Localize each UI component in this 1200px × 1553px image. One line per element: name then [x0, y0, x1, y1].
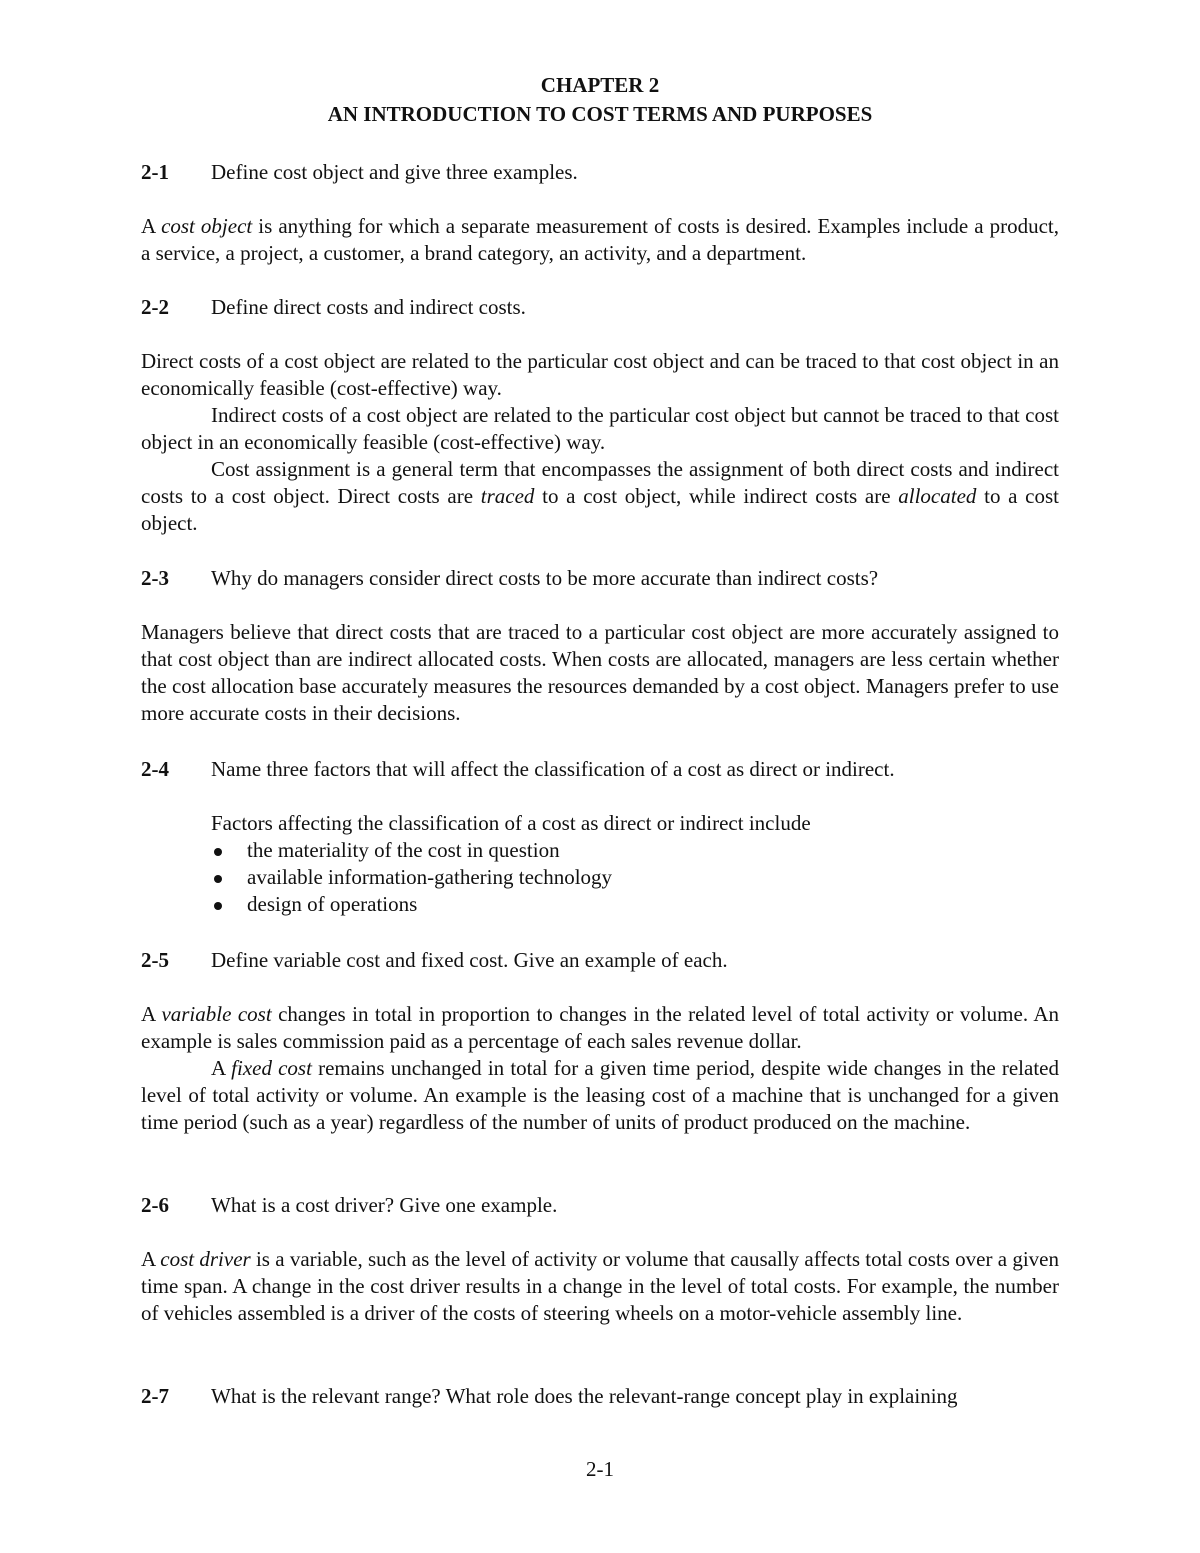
- question-text: Define cost object and give three examples.: [211, 160, 578, 184]
- answer-text: Cost assignment is a general term that encompasses the assignment of both direct costs and indirect costs to a cost object. Direct costs are: [141, 457, 1059, 508]
- question-2-2: [141, 294, 1059, 321]
- question-text: What is a cost driver? Give one example.: [211, 1193, 558, 1217]
- answer-text: changes in total in proportion to changes in the related level of total activity or volume. An example is sales commission paid as a percentage of each sales revenue dollar.: [141, 1002, 1060, 1053]
- answer-text: A: [141, 1247, 161, 1271]
- question-text: Name three factors that will affect the classification of a cost as direct or indirect.: [211, 757, 895, 781]
- answer-2-5: [141, 1001, 1059, 1136]
- question-number: 2-3: [141, 566, 169, 590]
- answer-text: is a variable, such as the level of activity or volume that causally affects total costs over a given time span. A change in the cost driver results in a change in the level of total costs. For example, the number of vehicles assembled is a driver of the costs of steering wheels on a motor-vehicle assembly line.: [141, 1247, 1059, 1325]
- answer-2-1: [141, 213, 1059, 267]
- list-intro: Factors affecting the classification of a cost as direct or indirect include: [211, 811, 811, 835]
- answer-text: to a cost object, while indirect costs are: [534, 484, 899, 508]
- chapter-header: [141, 71, 1059, 129]
- term-cost-driver: cost driver: [160, 1247, 251, 1271]
- term-fixed-cost: fixed cost: [231, 1056, 312, 1080]
- answer-text: remains unchanged in total for a given time period, despite wide changes in the related level of total activity or volume. An example is the leasing cost of a machine that is unchanged for a given time period (such as a year) regardless of the number of units of product produced on the machine.: [141, 1056, 1059, 1134]
- chapter-title: AN INTRODUCTION TO COST TERMS AND PURPOSES: [327, 102, 873, 126]
- question-number: 2-7: [141, 1384, 169, 1408]
- answer-paragraph: Direct costs of a cost object are related to the particular cost object and can be traced to that cost object in an economically feasible (cost-effective) way.: [141, 349, 1059, 400]
- answer-2-2: [141, 348, 1059, 537]
- question-number: 2-5: [141, 948, 169, 972]
- chapter-label: CHAPTER 2: [540, 73, 660, 97]
- list-item-text: design of operations: [247, 892, 418, 916]
- answer-text: to a cost object.: [141, 484, 1059, 535]
- list-item: [211, 864, 1059, 891]
- question-2-6: [141, 1192, 1059, 1219]
- question-number: 2-2: [141, 295, 169, 319]
- answer-paragraph: [141, 456, 1059, 537]
- question-text: Why do managers consider direct costs to be more accurate than indirect costs?: [211, 566, 879, 590]
- list-item-text: available information-gathering technology: [247, 865, 613, 889]
- question-number: 2-6: [141, 1193, 169, 1217]
- answer-text: is anything for which a separate measurement of costs is desired. Examples include a product, a service, a project, a customer, a brand category, an activity, and a department.: [141, 214, 1060, 265]
- page-number: 2-1: [586, 1457, 614, 1481]
- answer-text: A: [211, 1056, 232, 1080]
- list-item: [211, 837, 1059, 864]
- question-2-3: [141, 565, 1059, 592]
- bullet-icon: [214, 864, 234, 891]
- term-traced: traced: [480, 484, 535, 508]
- answer-2-3: [141, 619, 1059, 727]
- question-2-4: [141, 756, 1059, 783]
- question-text: Define variable cost and fixed cost. Give an example of each.: [211, 948, 728, 972]
- answer-text: A: [141, 1002, 162, 1026]
- answer-text: A: [141, 214, 162, 238]
- list-item-text: the materiality of the cost in question: [247, 838, 560, 862]
- question-number: 2-1: [141, 160, 169, 184]
- term-allocated: allocated: [898, 484, 977, 508]
- question-text: Define direct costs and indirect costs.: [211, 295, 526, 319]
- answer-2-4: [211, 810, 1059, 918]
- answer-paragraph: [141, 1001, 1059, 1055]
- bullet-icon: [214, 891, 234, 918]
- answer-2-6: [141, 1246, 1059, 1327]
- bullet-icon: [214, 837, 234, 864]
- list-item: [211, 891, 1059, 918]
- term-variable-cost: variable cost: [161, 1002, 272, 1026]
- question-2-5: [141, 947, 1059, 974]
- question-2-7: [141, 1383, 1059, 1410]
- answer-paragraph: Indirect costs of a cost object are related to the particular cost object but cannot be traced to that cost object in an economically feasible (cost-effective) way.: [141, 403, 1059, 454]
- question-text: What is the relevant range? What role does the relevant-range concept play in explaining: [211, 1384, 958, 1408]
- answer-paragraph: [141, 1246, 1059, 1327]
- term-cost-object: cost object: [161, 214, 253, 238]
- question-number: 2-4: [141, 757, 169, 781]
- question-2-1: [141, 159, 1059, 186]
- answer-paragraph: Managers believe that direct costs that are traced to a particular cost object are more accurately assigned to that cost object than are indirect allocated costs. When costs are allocated, managers are less certain whether the cost allocation base accurately measures the resources demanded by a cost object. Managers prefer to use more accurate costs in their decisions.: [141, 620, 1059, 725]
- answer-paragraph: [141, 1055, 1059, 1136]
